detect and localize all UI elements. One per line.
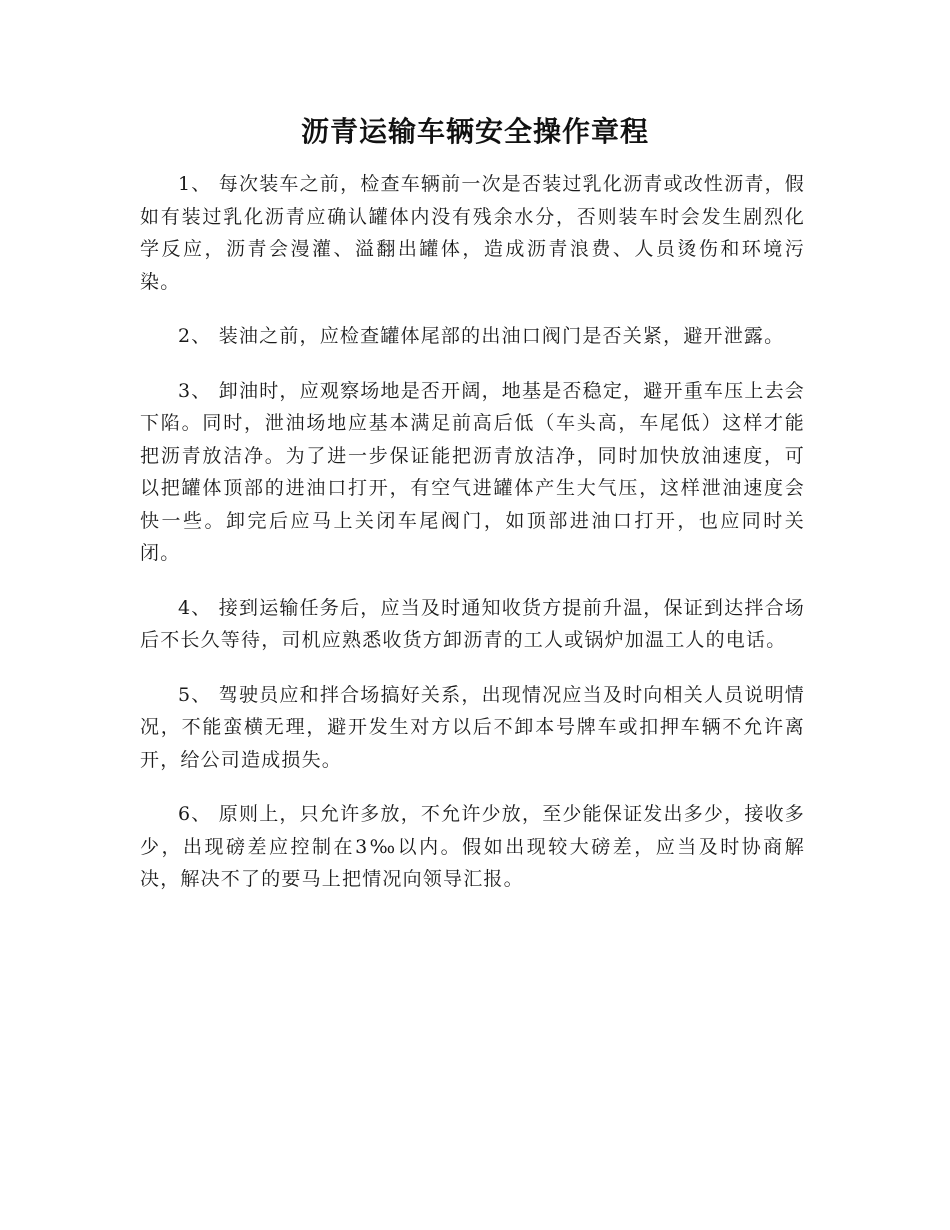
document-body bbox=[140, 168, 805, 918]
paragraph-6: 6、 原则上，只允许多放，不允许少放，至少能保证发出多少，接收多少，出现磅差应控制在3‰以内。假如出现较大磅差，应当及时协商解决，解决不了的要马上把情况向领导汇报。 bbox=[140, 803, 805, 890]
paragraph-3: 3、 卸油时，应观察场地是否开阔，地基是否稳定，避开重车压上去会下陷。同时，泄油场地应基本满足前高后低（车头高，车尾低）这样才能把沥青放洁净。为了进一步保证能把沥青放洁净，同时加快放油速度，可以把罐体顶部的进油口打开，有空气进罐体产生大气压，这样泄油速度会快一些。卸完后应马上关闭车尾阀门，如顶部进油口打开，也应同时关闭。 bbox=[140, 379, 805, 564]
paragraph-5: 5、 驾驶员应和拌合场搞好关系，出现情况应当及时向相关人员说明情况，不能蛮横无理，避开发生对方以后不卸本号牌车或扣押车辆不允许离开，给公司造成损失。 bbox=[140, 683, 805, 771]
paragraph-1: 1、 每次装车之前，检查车辆前一次是否装过乳化沥青或改性沥青，假如有装过乳化沥青应确认罐体内没有残余水分，否则装车时会发生剧烈化学反应，沥青会漫灌、溢翻出罐体，造成沥青浪费、人员烫伤和环境污染。 bbox=[140, 173, 805, 293]
paragraph-2: 2、 装油之前，应检查罐体尾部的出油口阀门是否关紧，避开泄露。 bbox=[178, 325, 785, 347]
paragraph-4: 4、 接到运输任务后，应当及时通知收货方提前升温，保证到达拌合场后不长久等待，司机应熟悉收货方卸沥青的工人或锅炉加温工人的电话。 bbox=[140, 596, 805, 651]
document-title: 沥青运输车辆安全操作章程 bbox=[300, 115, 649, 148]
